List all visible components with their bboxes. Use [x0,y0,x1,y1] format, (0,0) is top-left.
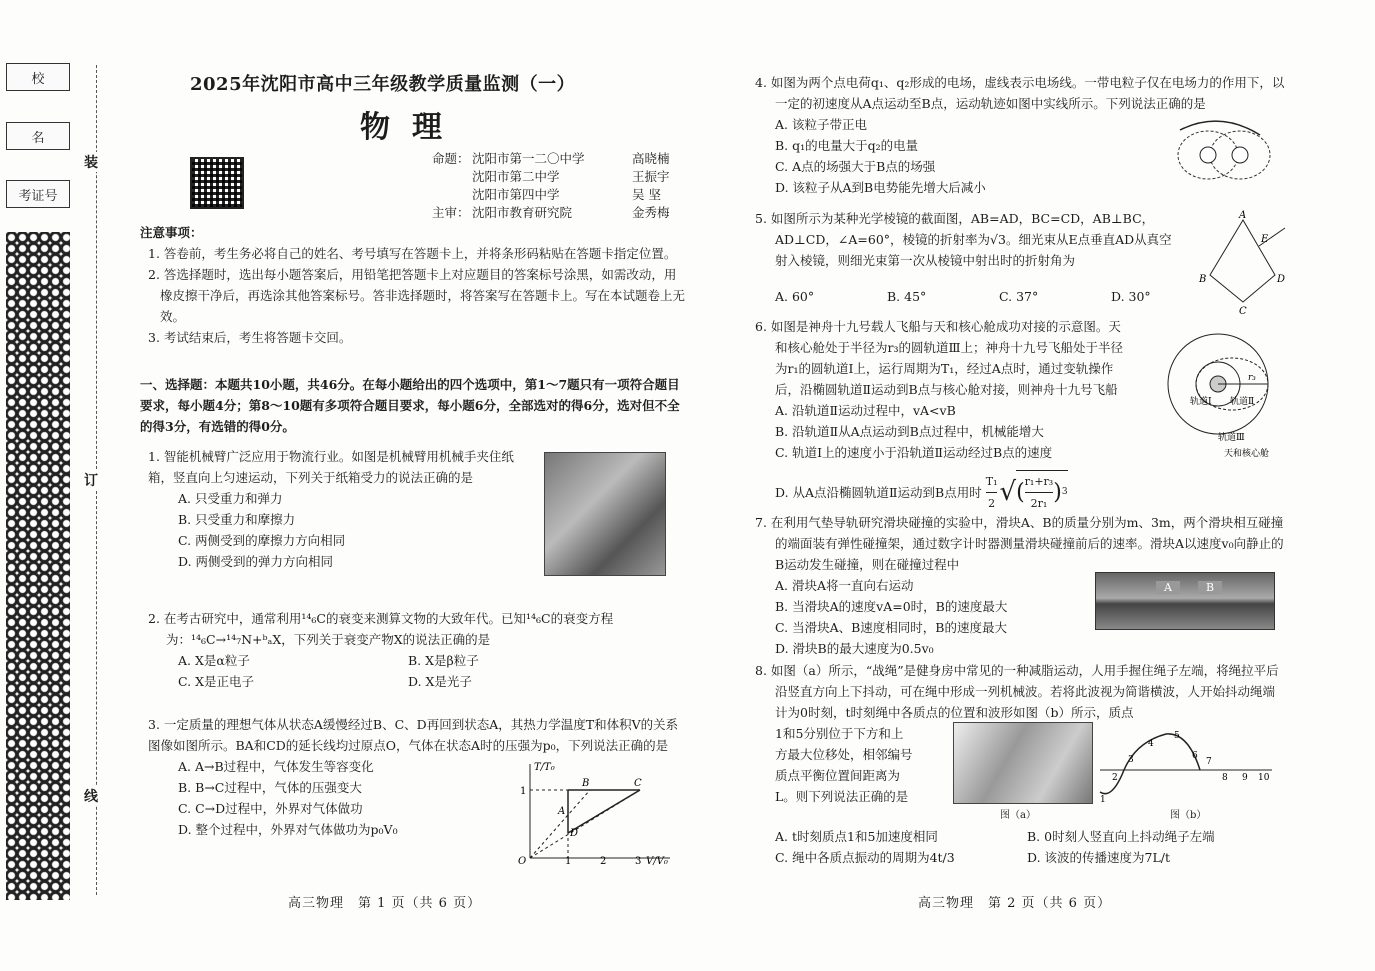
prism-label: C [1239,306,1247,315]
notes-block [140,222,685,348]
electric-field-diagram [1160,110,1280,200]
wave-point: 1 [1100,795,1106,805]
formula-numerator: r₁+r₃ [1025,471,1054,493]
formula-denominator: 2 [988,496,996,510]
option: C. 当滑块A、B速度相同时，B的速度最大 [775,620,1007,635]
question-8-options [775,826,1295,868]
page-footer: 高三物理 第 2 页（共 6 页） [918,896,1112,911]
question-stem: 6. 如图是神舟十九号载人飞船与天和核心舱成功对接的示意图。天和核心舱处于半径为r₃的圆轨道Ⅲ上；神舟十九号飞船处于半径为r₁的圆轨道Ⅰ上，运行周期为T₁，经过A点时，通过变轨操作后，沿椭圆轨道Ⅱ运动到B点与核心舱对接，则神舟十九号飞船 [755,319,1124,397]
author-row [432,186,670,204]
exam-title: 2025年沈阳市高中三年级教学质量监测（一） [190,74,576,95]
option: D. 30° [1111,289,1151,304]
graph-point: C [634,778,642,789]
graph-origin: O [518,856,527,866]
graph-y1: 1 [520,786,527,797]
prism-label: E [1261,234,1269,245]
question-stem-cont: 为：¹⁴₆C→¹⁴₇N+ᵇₐX，下列关于衰变产物X的说法正确的是 [166,632,491,647]
question-6-option-d: D. 从A点沿椭圆轨道Ⅱ运动到B点用时 $\frac{\text{T₁}}{2}$ √ ( $\frac{\text{r₁+r₃}}{\text{2r₁}}$ ) 3 [775,470,1068,514]
option: C. 轨道Ⅰ上的速度小于沿轨道Ⅱ运动经过B点的速度 [775,445,1053,460]
robot-arm-photo [544,452,666,576]
prism-diagram [1195,210,1290,315]
question-stem: 2. 在考古研究中，通常利用¹⁴₆C的衰变来测算文物的大致年代。已知¹⁴₆C的衰变方程 [148,611,614,626]
name-field [6,122,70,150]
school-field [6,63,70,91]
option: B. 沿轨道Ⅱ从A点运动到B点过程中，机械能增大 [775,424,1044,439]
fig-b-caption: 图（b） [1170,810,1207,821]
author-role: 主审： [432,205,470,220]
option: C. A点的场强大于B点的场强 [775,159,936,174]
author-role [432,168,472,186]
option: D. 两侧受到的弹力方向相同 [178,554,334,569]
formula-numerator: T₁ [986,471,998,493]
option: D. 该波的传播速度为7L/t [1027,850,1171,865]
formula-denominator: 2r₁ [1030,497,1048,510]
note-item: 3. 考试结束后，考生将答题卡交回。 [148,330,352,345]
option-row [775,826,1295,847]
orbit-label: 轨道Ⅰ [1190,397,1212,407]
option: D. 整个过程中，外界对气体做功为p₀V₀ [178,822,398,837]
option: C. 37° [999,289,1039,304]
option: B. 0时刻人竖直向上抖动绳子左端 [1027,829,1215,844]
binding-mark-xian: 线 [84,786,98,806]
binding-mark-zhuang: 装 [84,152,98,172]
section-heading: 一、选择题：本题共10小题，共46分。在每小题给出的四个选项中，第1～7题只有一项符合题目要求，每小题4分；第8～10题有多项符合题目要求，每小题6分，全部选对的得6分，选对但不全的得3分，有选错的得0分。 [140,377,680,434]
author-name: 金秀梅 [632,205,670,220]
author-row [432,168,670,186]
orbit-label: 天和核心舱 [1224,449,1270,459]
binding-gear-pattern [6,232,70,900]
author-role [432,186,472,204]
name-label: 名 [31,130,45,146]
option: D. X是光子 [408,674,472,689]
exam-number-label: 考证号 [18,188,58,204]
question-stem: 1. 智能机械臂广泛应用于物流行业。如图是机械臂用机械手夹住纸箱，竖直向上匀速运动，下列关于纸箱受力的说法正确的是 [148,449,514,485]
battle-rope-photo [953,722,1093,804]
slider-a-label: A [1156,581,1180,594]
author-role: 命题： [432,151,470,166]
option: A. 该粒子带正电 [775,117,867,132]
prism-label: B [1199,274,1207,285]
wave-point: 8 [1222,773,1228,783]
question-1 [148,446,528,572]
author-unit: 沈阳市教育研究院 [472,205,573,220]
question-stem-cont: 1和5分别位于下方和上方最大位移处，相邻编号质点平衡位置间距离为L。则下列说法正确的是 [775,726,913,804]
option: D. 该粒子从A到B电势能先增大后减小 [775,180,986,195]
graph-xtick: 1 [565,856,572,866]
option-row [775,847,1295,868]
option: B. q₁的电量大于q₂的电量 [775,138,919,153]
graph-xtick: 3 [635,856,642,866]
graph-point: D [570,828,579,839]
wave-point: 2 [1112,773,1118,783]
author-name: 吴 坚 [632,187,661,202]
option: A. 只受重力和弹力 [178,491,283,506]
graph-point: B [582,778,590,789]
graph-ylabel: T/T₀ [534,762,555,773]
binding-mark-ding: 订 [84,470,98,490]
option: D. 从A点沿椭圆轨道Ⅱ运动到B点用时 [775,484,982,500]
exam-number-field [6,180,70,208]
author-unit: 沈阳市第四中学 [472,187,560,202]
option: A. A→B过程中，气体发生等容变化 [178,759,374,774]
question-stem: 7. 在利用气垫导轨研究滑块碰撞的实验中，滑块A、B的质量分别为m、3m，两个滑块相互碰撞的端面装有弹性碰撞架，通过数字计时器测量滑块碰撞前后的速率。滑块A以速度v₀向静止的B运动发生碰撞，则在碰撞过程中 [755,515,1284,572]
prism-label: D [1277,274,1286,285]
wave-point: 6 [1192,751,1198,761]
fig-a-caption: 图（a） [1000,810,1036,821]
option: B. 当滑块A的速度vA=0时，B的速度最大 [775,599,1008,614]
graph-xtick: 2 [600,856,607,866]
option: C. X是正电子 [178,674,254,689]
note-item: 2. 答选择题时，选出每小题答案后，用铅笔把答题卡上对应题目的答案标号涂黑，如需改动，用橡皮擦干净后，再选涂其他答案标号。答非选择题时，将答案写在答题卡上。写在本试题卷上无效。 [148,267,686,324]
question-5 [755,208,1175,271]
notes-title: 注意事项： [140,225,203,240]
option: B. X是β粒子 [408,653,479,668]
authors-block [432,150,670,222]
author-unit: 沈阳市第二中学 [472,169,560,184]
wave-point: 9 [1242,773,1248,783]
author-row [432,150,670,168]
option: B. 45° [887,289,927,304]
wave-point: 10 [1258,773,1270,783]
question-stem: 8. 如图（a）所示，“战绳”是健身房中常见的一种减脂运动，人用手握住绳子左端，将绳拉平后沿竖直方向上下抖动，可在绳中形成一列机械波。若将此波视为简谐横波，人开始抖动绳端计为0时刻，t时刻绳中各质点的位置和波形如图（b）所示，质点 [755,663,1279,720]
option: A. X是α粒子 [178,653,250,668]
question-6 [755,316,1130,463]
formula-exponent: 3 [1061,487,1068,497]
orbit-label: r₃ [1248,373,1256,383]
question-5-options [775,286,1195,307]
slider-b-label: B [1198,581,1222,594]
subject-title: 物理 [360,110,464,145]
orbit-diagram [1148,328,1283,488]
wave-point: 5 [1174,731,1180,741]
orbit-label: 轨道Ⅲ [1218,433,1245,443]
qr-code [190,157,244,209]
option: C. 两侧受到的摩擦力方向相同 [178,533,346,548]
graph-xlabel: V/V₀ [646,856,668,866]
option: A. t时刻质点1和5加速度相同 [775,829,938,844]
school-label: 校 [31,71,45,87]
note-item: 1. 答卷前，考生务必将自己的姓名、考号填写在答题卡上，并将条形码粘贴在答题卡指定位置。 [148,246,677,261]
option: C. C→D过程中，外界对气体做功 [178,801,363,816]
option: B. 只受重力和摩擦力 [178,512,296,527]
option: A. 60° [775,289,815,304]
wave-point: 4 [1148,739,1154,749]
question-stem: 4. 如图为两个点电荷q₁、q₂形成的电场，虚线表示电场线。一带电粒子仅在电场力的作用下，以一定的初速度从A点运动至B点，运动轨迹如图中实线所示。下列说法正确的是 [755,75,1285,111]
page-footer: 高三物理 第 1 页（共 6 页） [288,896,482,911]
option: A. 沿轨道Ⅱ运动过程中，vA<vB [775,403,956,418]
tv-graph [510,758,680,866]
option-row [148,650,688,671]
graph-point: A [558,806,566,817]
author-row [432,204,670,222]
wave-graph [1096,722,1276,806]
orbit-label: 轨道Ⅱ [1230,397,1255,407]
question-stem: 5. 如图所示为某种光学棱镜的截面图，AB=AD，BC=CD，AB⊥BC，AD⊥CD，∠A=60°，棱镜的折射率为√3。细光束从E点垂直AD从真空射入棱镜，则细光束第一次从棱镜中射出时的折射角为 [755,211,1172,268]
option: A. 滑块A将一直向右运动 [775,578,914,593]
prism-label: A [1239,210,1247,221]
option: C. 绳中各质点振动的周期为4t/3 [775,850,955,865]
wave-point: 7 [1206,757,1212,767]
air-track-photo [1095,572,1275,630]
wave-point: 3 [1128,755,1134,765]
question-stem: 3. 一定质量的理想气体从状态A缓慢经过B、C、D再回到状态A，其热力学温度T和体积V的关系图像如图所示。BA和CD的延长线均过原点O，气体在状态A时的压强为p₀，下列说法正确的是 [148,717,679,753]
question-2 [148,608,688,692]
author-name: 高晓楠 [632,151,670,166]
author-unit: 沈阳市第一二〇中学 [472,151,585,166]
option: D. 滑块B的最大速度为0.5v₀ [775,641,934,656]
option: B. B→C过程中，气体的压强变大 [178,780,362,795]
author-name: 王振宇 [632,169,670,184]
option-row [148,671,688,692]
